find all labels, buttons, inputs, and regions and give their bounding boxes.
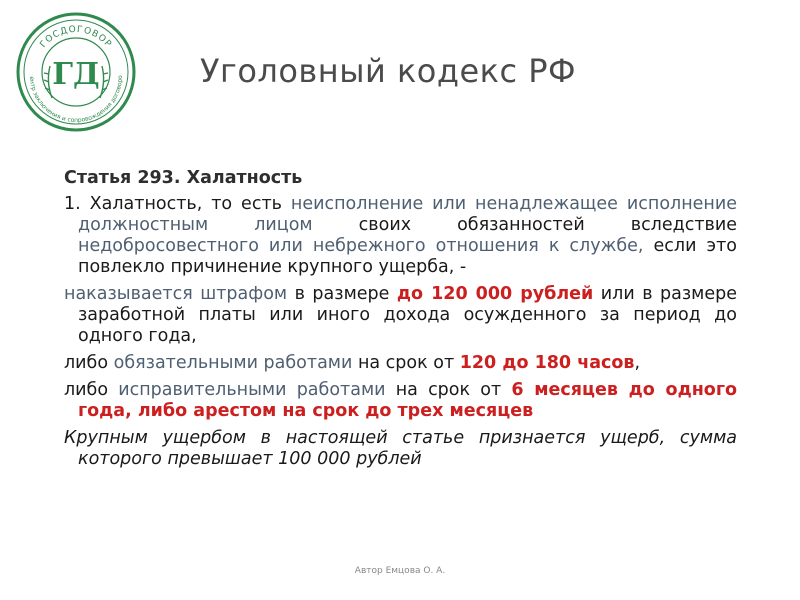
article-body (64, 168, 737, 476)
article-paragraph-4: либо исправительными работами на срок от 6 месяцев до одного года, либо арестом на срок до трех месяцев (64, 380, 737, 421)
article-paragraph-2: наказывается штрафом в размере до 120 000 рублей или в размере заработной платы или иного дохода осужденного за период до одного года, (64, 284, 738, 346)
logo-letters: ГД (52, 57, 100, 92)
article-paragraph-5: Крупным ущербом в настоящей статье признается ущерб, сумма которого превышает 100 000 рублей (64, 428, 737, 469)
author-footer: Автор Емцова О. А. (354, 566, 446, 576)
slide-title: Уголовный кодекс РФ (200, 52, 577, 90)
logo-ring-bottom: ентр заключения и сопровождения договоро (27, 75, 125, 125)
logo-ring-top: ГОСДОГОВОР (38, 24, 114, 51)
article-paragraph-1: 1. Халатность, то есть неисполнение или ненадлежащее исполнение должностным лицом своих обязанностей вследствие недобросовестного или небрежного отношения к службе, если это повлекло причинение крупного ущерба, - (64, 194, 738, 277)
article-paragraph-3: либо обязательными работами на срок от 120 до 180 часов, (64, 353, 641, 373)
article-heading: Статья 293. Халатность (64, 168, 303, 188)
logo-seal (14, 10, 138, 134)
